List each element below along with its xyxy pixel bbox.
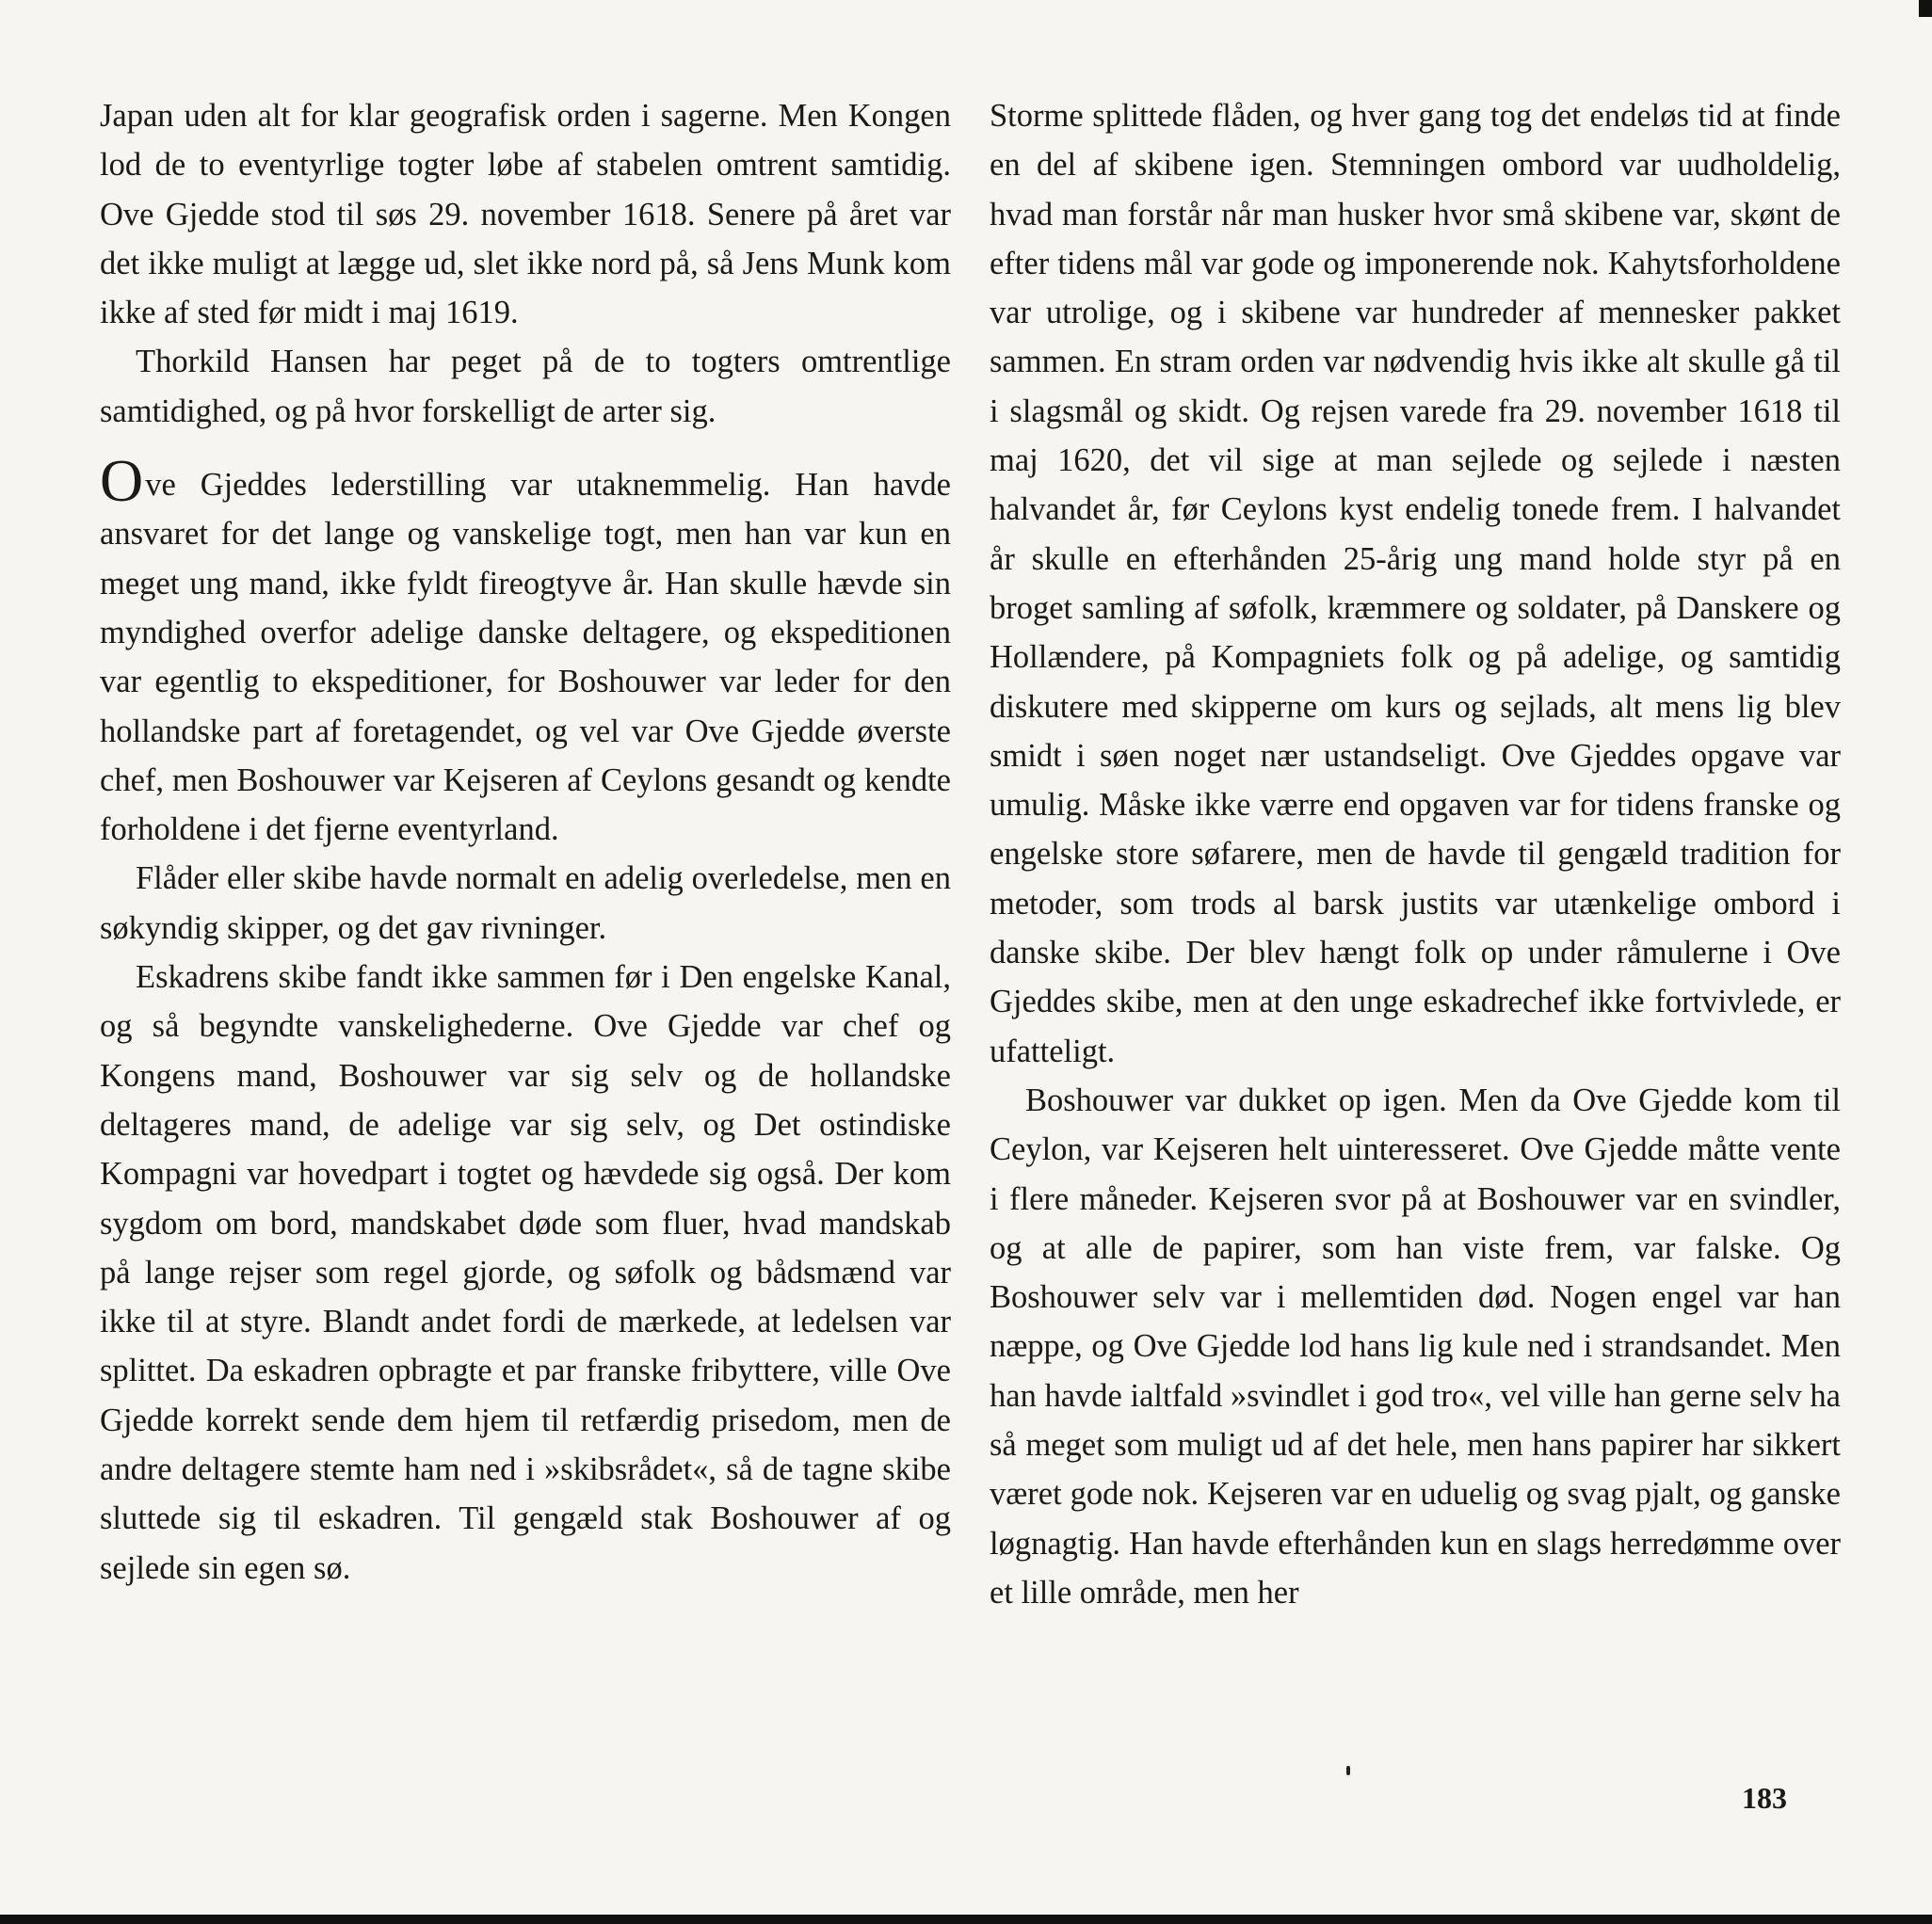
- scan-corner-mark: [1919, 0, 1932, 17]
- right-column: [990, 91, 1841, 1617]
- paragraph: Storme splittede flåden, og hver gang tog det endeløs tid at finde en del af skibene igen. Stemningen ombord var uudholdelig, hvad man forstår når man husker hvor små skibene var, skønt de efter tidens mål var gode og imponerende nok. Kahytsforholdene var utrolige, og i skibene var hundreder af mennesker pakket sammen. En stram orden var nødvendig hvis ikke alt skulle gå til i slagsmål og skidt. Og rejsen varede fra 29. november 1618 til maj 1620, det vil sige at man sejlede og sejlede i næsten halvandet år, før Ceylons kyst endelig tonede frem. I halvandet år skulle en efterhånden 25-årig ung mand holde styr på en broget samling af søfolk, kræmmere og soldater, på Danskere og Hollændere, på Kompagniets folk og på adelige, og samtidig diskutere med skipperne om kurs og sejlads, alt mens lig blev smidt i søen noget nær ustandseligt. Ove Gjeddes opgave var umulig. Måske ikke værre end opgaven var for tidens franske og engelske store søfarere, men de havde til gengæld tradition for metoder, som trods al barsk justits var utænkelige ombord i danske skibe. Der blev hængt folk op under råmulerne i Ove Gjeddes skibe, men at den unge eskadrechef ikke fortvivlede, er ufatteligt.: [990, 98, 1841, 1069]
- drop-cap: O: [100, 447, 144, 515]
- paragraph: Flåder eller skibe havde normalt en adelig overledelse, men en søkyndig skipper, og det gav rivninger.: [100, 860, 951, 946]
- paragraph: Thorkild Hansen har peget på de to togters omtrentlige samtidighed, og på hvor forskelligt de arter sig.: [100, 344, 951, 429]
- paragraph-text: ve Gjeddes lederstilling var utaknemmelig. Han havde ansvaret for det lange og vanskelige togt, men han var kun en meget ung mand, ikke fyldt fireogtyve år. Han skulle hævde sin myndighed overfor adelige danske deltagere, og ekspeditionen var egentlig to ekspeditioner, for Boshouwer var leder for den hollandske part af foretagendet, og vel var Ove Gjedde øverste chef, men Boshouwer var Kejseren af Ceylons gesandt og kendte forholdene i det fjerne eventyrland.: [100, 467, 951, 848]
- page-number: 183: [1742, 1781, 1787, 1815]
- ink-mark: [1346, 1766, 1350, 1775]
- paragraph-with-initial: [100, 447, 951, 854]
- paragraph: Boshouwer var dukket op igen. Men da Ove Gjedde kom til Ceylon, var Kejseren helt uinteresseret. Ove Gjedde måtte vente i flere måneder. Kejseren svor på at Boshouwer var en svindler, og at alle de papirer, som han viste frem, var falske. Og Boshouwer selv var i mellemtiden død. Nogen engel var han næppe, og Ove Gjedde lod hans lig kule ned i strandsandet. Men han havde ialtfald »svindlet i god tro«, vel ville han gerne selv ha så meget som muligt ud af det hele, men hans papirer har sikkert været gode nok. Kejseren var en uduelig og svag pjalt, og ganske løgnagtig. Han havde efterhånden kun en slags herredømme over et lille område, men her: [990, 1082, 1841, 1611]
- left-column: [100, 91, 951, 1593]
- section-break: [100, 436, 951, 460]
- paragraph: Japan uden alt for klar geografisk orden i sagerne. Men Kongen lod de to eventyrlige togter løbe af stabelen omtrent samtidig. Ove Gjedde stod til søs 29. november 1618. Senere på året var det ikke muligt at lægge ud, slet ikke nord på, så Jens Munk kom ikke af sted før midt i maj 1619.: [100, 98, 951, 331]
- paragraph: Eskadrens skibe fandt ikke sammen før i Den engelske Kanal, og så begyndte vanskelighederne. Ove Gjedde var chef og Kongens mand, Boshouwer var sig selv og de hollandske deltageres mand, de adelige var sig selv, og Det ostindiske Kompagni var hovedpart i togtet og hævdede sig også. Der kom sygdom om bord, mandskabet døde som fluer, hvad mandskab på lange rejser som regel gjorde, og søfolk og bådsmænd var ikke til at styre. Blandt andet fordi de mærkede, at ledelsen var splittet. Da eskadren opbragte et par franske fribyttere, ville Ove Gjedde korrekt sende dem hjem til retfærdig prisedom, men de andre deltagere stemte ham ned i »skibsrådet«, så de tagne skibe sluttede sig til eskadren. Til gengæld stak Boshouwer af og sejlede sin egen sø.: [100, 959, 951, 1586]
- scan-edge: [0, 1915, 1932, 1924]
